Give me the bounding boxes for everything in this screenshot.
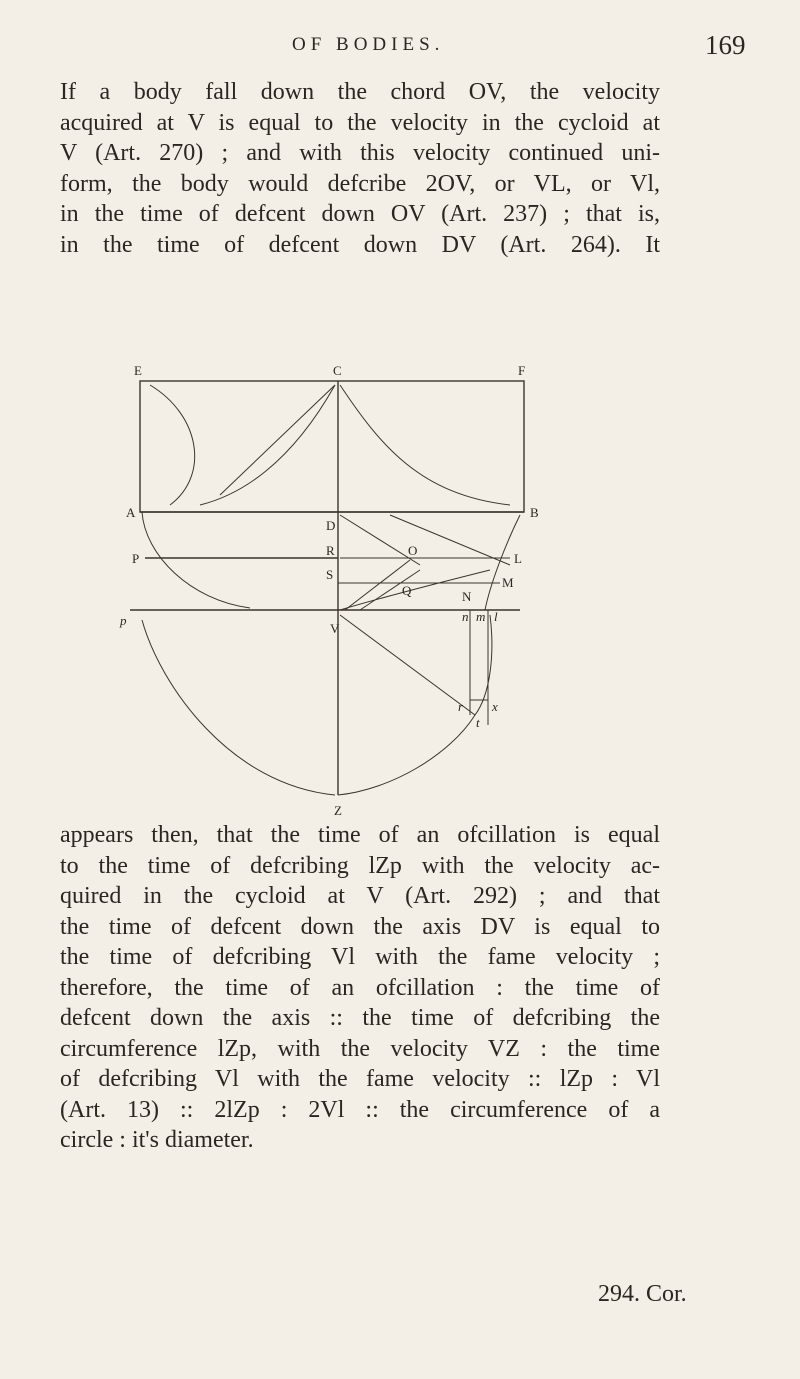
label-x: x (492, 699, 498, 714)
paragraph-2-line: therefore, the time of an ofcillation : the time of (60, 974, 660, 1001)
running-head: OF BODIES. (292, 34, 445, 55)
cycloid-arc-top (340, 385, 510, 505)
cycloid-right-lower (338, 615, 492, 795)
paragraph-2-line: the time of defcent down the axis DV is equal to (60, 913, 660, 940)
label-F: F (518, 363, 526, 378)
paragraph-2-line: circumference lZp, with the velocity VZ : the time (60, 1035, 660, 1062)
label-M: M (502, 575, 514, 590)
paragraph-1-line: form, the body would defcribe 2OV, or VL, or Vl, (60, 170, 660, 197)
label-E: E (134, 363, 142, 378)
page-header (0, 30, 800, 70)
paragraph-2-line: quired in the cycloid at V (Art. 292) ; and that (60, 883, 660, 909)
cycloid-diagram (90, 355, 650, 825)
paragraph-2-line: appears then, that the time of an ofcillation is equal (60, 822, 660, 848)
label-P: P (132, 551, 140, 566)
cycloid-left-lower (142, 620, 335, 795)
chord-line (220, 385, 335, 495)
label-Z: Z (334, 803, 342, 818)
label-C: C (333, 363, 342, 378)
cycloid-figure (90, 355, 650, 825)
label-O: O (408, 543, 418, 558)
paragraph-1-line: acquired at V is equal to the velocity in the cycloid at (60, 109, 660, 136)
next-article-label: 294. Cor. (598, 1281, 687, 1307)
cycloid-left-upper (142, 512, 250, 608)
paragraph-2-line: circle : it's diameter. (60, 1127, 254, 1153)
label-m: m (476, 609, 486, 624)
top-rectangle (140, 381, 524, 512)
label-D: D (326, 518, 336, 533)
label-N: N (462, 589, 472, 604)
paragraph-1-line: in the time of defcent down OV (Art. 237) ; that is, (60, 201, 660, 227)
arc-top-left (150, 385, 195, 505)
label-L: L (514, 551, 522, 566)
label-A: A (126, 505, 136, 520)
line-V-r (340, 615, 475, 715)
label-p: p (120, 613, 127, 628)
paragraph-2-line: to the time of defcribing lZp with the velocity ac- (60, 852, 660, 879)
paragraph-2 (60, 820, 660, 1156)
arc-chord (200, 385, 335, 505)
paragraph-1-line: in the time of defcent down DV (Art. 264). It (60, 231, 660, 258)
label-l: l (494, 609, 498, 624)
paragraph-2-line: of defcribing Vl with the fame velocity :: lZp : Vl (60, 1066, 660, 1092)
paragraph-1-line: If a body fall down the chord OV, the velocity (60, 79, 660, 105)
label-t: t (476, 715, 480, 730)
label-r: r (458, 699, 464, 714)
paragraph-2-line: (Art. 13) :: 2lZp : 2Vl :: the circumference of a (60, 1096, 660, 1123)
line-Q (345, 560, 410, 610)
paragraph-2-line: the time of defcribing Vl with the fame velocity ; (60, 944, 660, 970)
label-S: S (326, 567, 334, 582)
label-R: R (326, 543, 335, 558)
paragraph-2-line: defcent down the axis :: the time of defcribing the (60, 1005, 660, 1031)
paragraph-1-line: V (Art. 270) ; and with this velocity continued uni- (60, 140, 660, 166)
label-Q: Q (402, 583, 412, 598)
label-V: V (330, 621, 340, 636)
paragraph-1 (60, 77, 660, 260)
label-B: B (530, 505, 539, 520)
page-number: 169 (705, 30, 746, 60)
label-n: n (462, 609, 469, 624)
